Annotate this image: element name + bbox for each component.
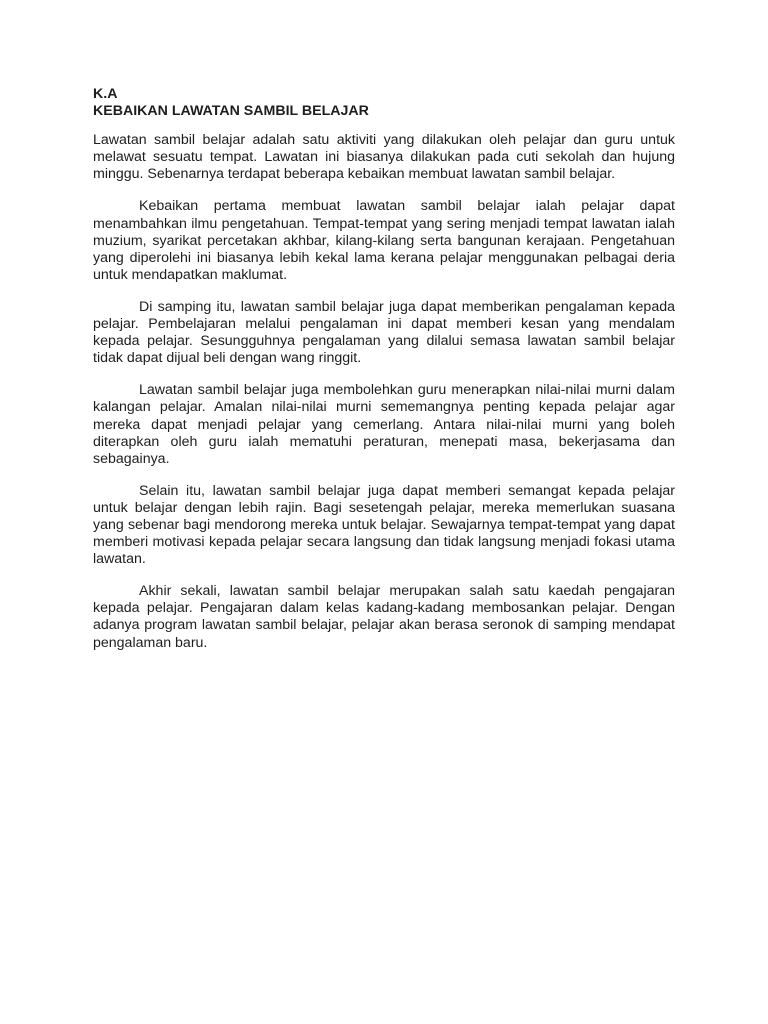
paragraph-point-2: Di samping itu, lawatan sambil belajar juga dapat memberikan pengalaman kepada pelajar. Pembelajaran melalui pengalaman ini dapat memberi kesan yang mendalam kepada pelajar. Sesungguhnya pengalaman yang dilalui semasa lawatan sambil belajar tidak dapat dijual beli dengan wang ringgit. bbox=[93, 298, 675, 367]
paragraph-conclusion: Akhir sekali, lawatan sambil belajar merupakan salah satu kaedah pengajaran kepada pelajar. Pengajaran dalam kelas kadang-kadang membosankan pelajar. Dengan adanya program lawatan sambil belajar, pelajar akan berasa seronok di samping mendapat pengalaman baru. bbox=[93, 583, 675, 651]
paragraph-point-4: Selain itu, lawatan sambil belajar juga dapat memberi semangat kepada pelajar untuk belajar dengan lebih rajin. Bagi sesetengah pelajar, mereka memerlukan suasana yang sebenar bagi mendorong mereka untuk belajar. Sewajarnya tempat-tempat yang dapat memberi motivasi kepada pelajar secara langsung dan tidak langsung menjadi fokasi utama lawatan. bbox=[93, 482, 675, 568]
paragraph-point-3: Lawatan sambil belajar juga membolehkan guru menerapkan nilai-nilai murni dalam kalangan pelajar. Amalan nilai-nilai murni sememangnya penting kepada pelajar agar mereka dapat menjadi pelajar yang cemerlang. Antara nilai-nilai murni yang boleh diterapkan oleh guru ialah mematuhi peraturan, menepati masa, bekerjasama dan sebagainya. bbox=[93, 382, 675, 467]
paragraph-point-1: Kebaikan pertama membuat lawatan sambil belajar ialah pelajar dapat menambahkan ilmu pengetahuan. Tempat-tempat yang sering menjadi tempat lawatan ialah muzium, syarikat percetakan akhbar, kilang-kilang serta bangunan kerajaan. Pengetahuan yang diperolehi ini biasanya lebih kekal lama kerana pelajar menggunakan pelbagai deria untuk mendapatkan maklumat. bbox=[93, 198, 675, 283]
document-page bbox=[93, 86, 675, 667]
document-label: K.A bbox=[93, 86, 118, 102]
document-title: KEBAIKAN LAWATAN SAMBIL BELAJAR bbox=[93, 103, 369, 120]
paragraph-intro: Lawatan sambil belajar adalah satu aktiviti yang dilakukan oleh pelajar dan guru untuk melawat sesuatu tempat. Lawatan ini biasanya dilakukan pada cuti sekolah dan hujung minggu. Sebenarnya terdapat beberapa kebaikan membuat lawatan sambil belajar. bbox=[93, 132, 675, 183]
